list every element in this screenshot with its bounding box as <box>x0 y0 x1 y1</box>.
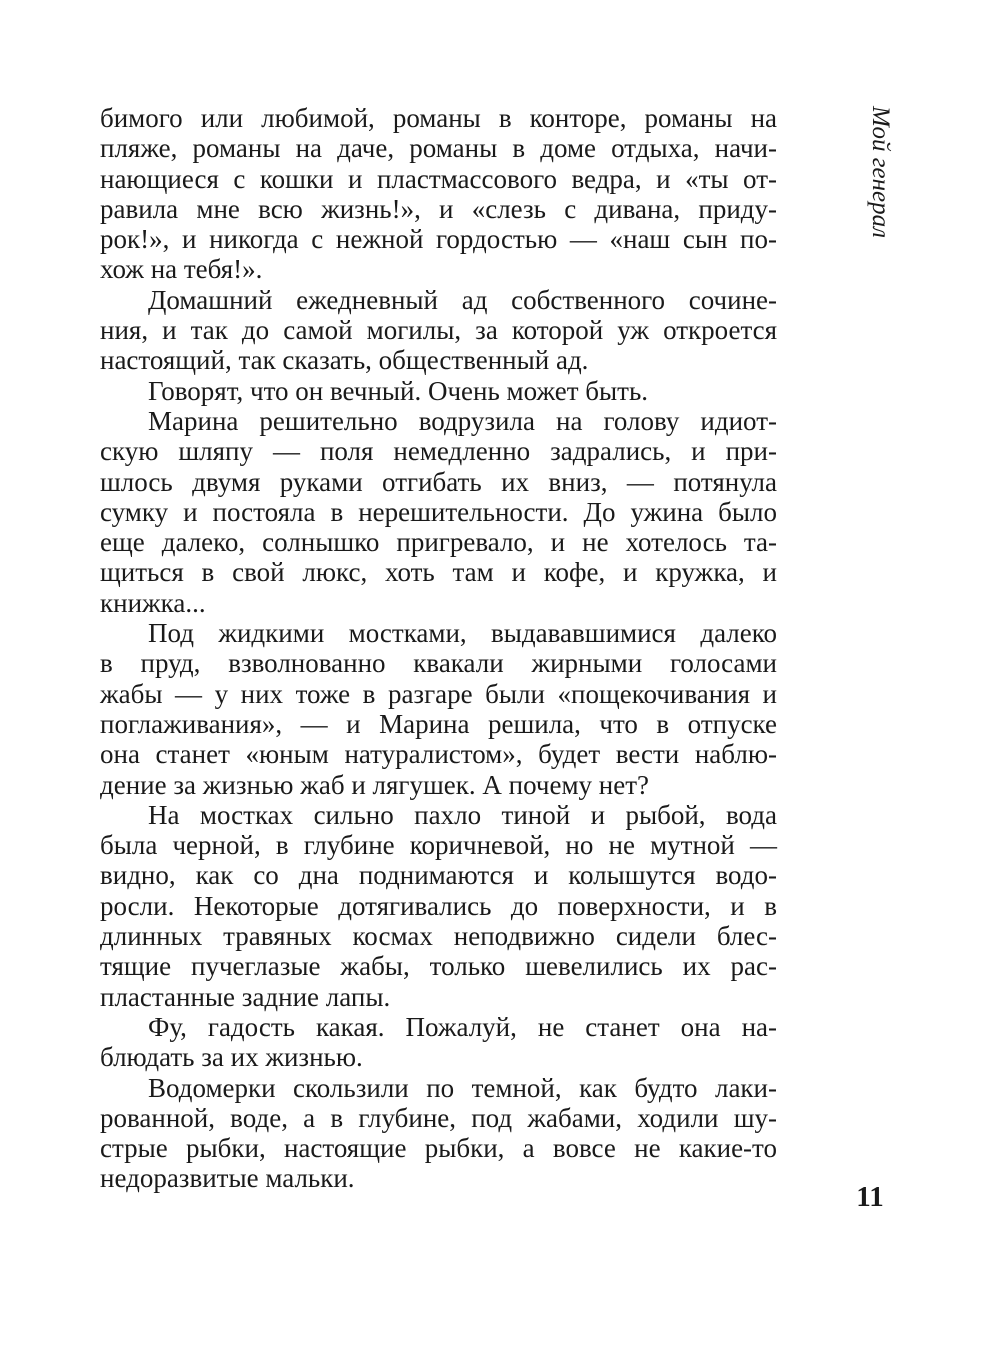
page-number: 11 <box>856 1181 884 1213</box>
text-line: равила мне всю жизнь!», и «слезь с дивана, приду- <box>100 193 777 224</box>
text-line: видно, как со дна поднимаются и колышутся водо- <box>100 860 777 891</box>
text-line: Водомерки скользили по темной, как будто лаки- <box>148 1072 777 1103</box>
text-line: поглаживания», — и Марина решила, что в отпуске <box>100 708 777 739</box>
text-line: хож на тебя!». <box>100 254 263 285</box>
text-line: Под жидкими мостками, выдававшимися далеко <box>148 618 777 649</box>
text-line: тящие пучеглазые жабы, только шевелились их рас- <box>100 951 777 982</box>
text-line: дение за жизнью жаб и лягушек. А почему нет? <box>100 769 650 800</box>
text-line: рок!», и никогда с нежной гордостью — «наш сын по- <box>100 224 777 255</box>
text-line: еще далеко, солнышко пригревало, и не хотелось та- <box>100 527 777 558</box>
text-line: Марина решительно водрузила на голову идиот- <box>148 405 777 436</box>
text-line: бимого или любимой, романы в конторе, романы на <box>100 103 777 133</box>
text-line: На мостках сильно пахло тиной и рыбой, вода <box>148 799 777 830</box>
text-line: жабы — у них тоже в разгаре были «пощекочивания и <box>100 678 777 709</box>
text-line: недоразвитые мальки. <box>100 1163 355 1194</box>
text-line: Фу, гадость какая. Пожалуй, не станет она на- <box>148 1011 777 1042</box>
text-line: книжка... <box>100 587 206 618</box>
text-line: была черной, в глубине коричневой, но не мутной — <box>100 830 777 861</box>
text-line: росли. Некоторые дотягивались до поверхности, и в <box>100 890 777 921</box>
running-head-title: Мой генерал <box>867 106 894 238</box>
text-line: в пруд, взволнованно квакали жирными голосами <box>100 648 777 679</box>
text-line: ния, и так до самой могилы, за которой уж откроется <box>100 315 777 346</box>
text-line: щиться в свой люкс, хоть там и кофе, и кружка, и <box>100 557 777 588</box>
body-text <box>100 103 777 1194</box>
text-line: Домашний ежедневный ад собственного сочине- <box>148 284 777 315</box>
text-line: она станет «юным натуралистом», будет вести наблю- <box>100 739 777 770</box>
text-line: пластанные задние лапы. <box>100 981 391 1012</box>
text-line: длинных травяных космах неподвижно сидели блес- <box>100 921 777 952</box>
text-line: блюдать за их жизнью. <box>100 1042 363 1073</box>
text-line: скую шляпу — поля немедленно задрались, и при- <box>100 436 777 467</box>
text-line: сумку и постояла в нерешительности. До ужина было <box>100 496 777 527</box>
text-line: нающиеся с кошки и пластмассового ведра, и «ты от- <box>100 163 777 194</box>
text-line: пляже, романы на даче, романы в доме отдыха, начи- <box>100 133 777 164</box>
text-line: шлось двумя руками отгибать их вниз, — потянула <box>100 466 777 497</box>
running-head <box>868 106 898 246</box>
text-line: Говорят, что он вечный. Очень может быть. <box>148 375 649 406</box>
text-line: стрые рыбки, настоящие рыбки, а вовсе не какие-то <box>100 1133 777 1164</box>
text-line: настоящий, так сказать, общественный ад. <box>100 345 589 376</box>
text-line: рованной, воде, а в глубине, под жабами, ходили шу- <box>100 1102 777 1133</box>
